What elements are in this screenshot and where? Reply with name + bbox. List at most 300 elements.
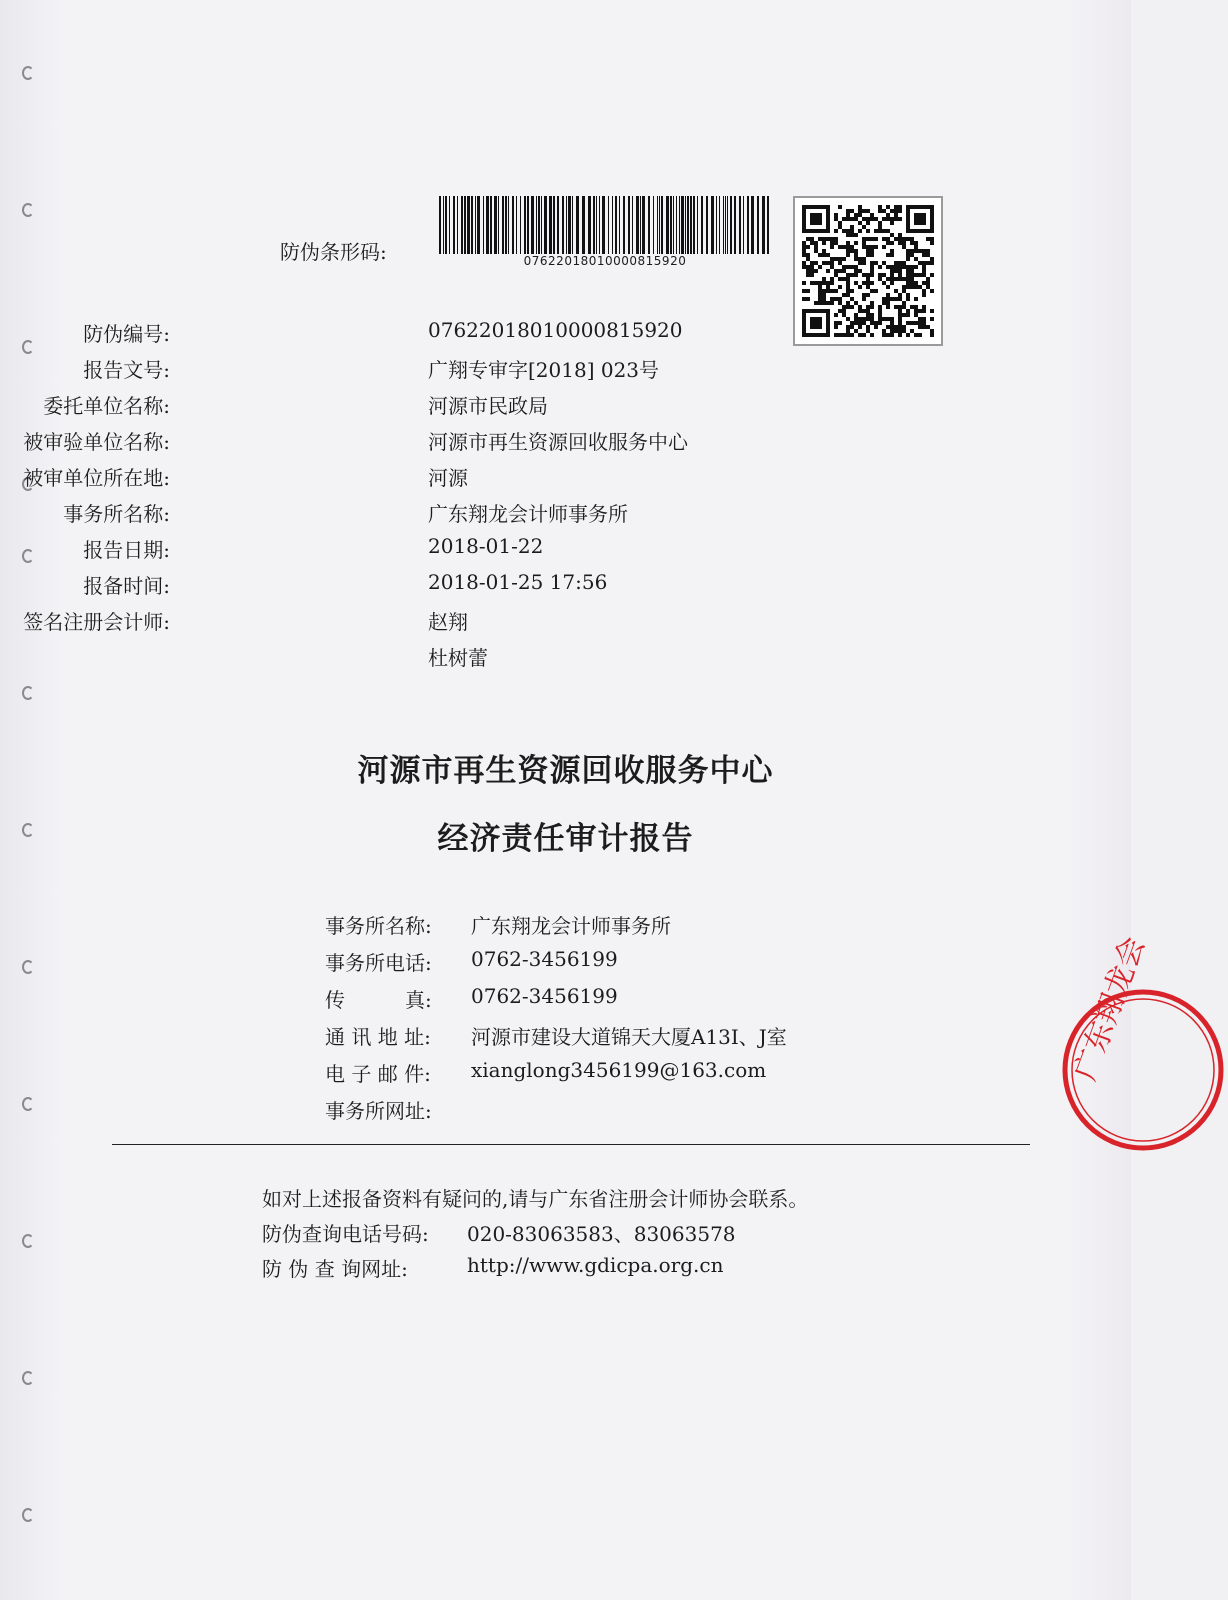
- barcode-bar: [536, 196, 537, 254]
- qr-module: [806, 273, 810, 277]
- qr-module: [866, 253, 870, 257]
- qr-module: [906, 281, 910, 285]
- qr-module: [914, 221, 918, 225]
- qr-module: [930, 329, 934, 333]
- qr-module: [802, 261, 806, 265]
- qr-module: [878, 313, 882, 317]
- barcode-bar: [512, 196, 514, 254]
- qr-module: [834, 321, 838, 325]
- qr-module: [882, 297, 886, 301]
- qr-module: [882, 329, 886, 333]
- qr-module: [910, 321, 914, 325]
- barcode-bar: [723, 196, 724, 254]
- qr-module: [810, 269, 814, 273]
- qr-module: [862, 321, 866, 325]
- qr-module: [810, 241, 814, 245]
- qr-module: [846, 241, 850, 245]
- qr-module: [830, 281, 834, 285]
- qr-module: [842, 309, 846, 313]
- qr-module: [922, 289, 926, 293]
- qr-module: [826, 253, 830, 257]
- qr-module: [838, 333, 842, 337]
- qr-module: [930, 317, 934, 321]
- qr-module: [866, 249, 870, 253]
- qr-module: [914, 265, 918, 269]
- qr-module: [806, 289, 810, 293]
- qr-module: [906, 217, 910, 221]
- qr-module: [846, 217, 850, 221]
- qr-module: [830, 301, 834, 305]
- barcode-bar: [461, 196, 463, 254]
- qr-module: [878, 225, 882, 229]
- barcode-bar: [582, 196, 585, 254]
- qr-module: [906, 229, 910, 233]
- qr-module: [930, 237, 934, 241]
- qr-module: [874, 217, 878, 221]
- qr-module: [918, 213, 922, 217]
- punch-hole: [22, 1234, 34, 1248]
- qr-module: [806, 297, 810, 301]
- qr-module: [850, 233, 854, 237]
- qr-module: [870, 237, 874, 241]
- qr-module: [862, 225, 866, 229]
- qr-module: [870, 253, 874, 257]
- qr-module: [866, 229, 870, 233]
- qr-module: [822, 333, 826, 337]
- qr-module: [834, 297, 838, 301]
- footer-url-label: 防 伪 查 询网址:: [262, 1257, 408, 1281]
- qr-module: [906, 237, 910, 241]
- qr-module: [810, 325, 814, 329]
- qr-module: [922, 253, 926, 257]
- qr-module: [838, 225, 842, 229]
- qr-module: [826, 329, 830, 333]
- qr-module: [854, 273, 858, 277]
- qr-module: [910, 269, 914, 273]
- qr-module: [846, 301, 850, 305]
- qr-module: [846, 277, 850, 281]
- qr-module: [886, 229, 890, 233]
- qr-module: [858, 213, 862, 217]
- qr-module: [802, 333, 806, 337]
- qr-module: [802, 245, 806, 249]
- qr-module: [906, 273, 910, 277]
- qr-module: [926, 237, 930, 241]
- barcode-bar: [632, 196, 633, 254]
- barcode-bar: [568, 196, 571, 254]
- qr-module: [862, 293, 866, 297]
- qr-module: [814, 249, 818, 253]
- qr-module: [854, 317, 858, 321]
- qr-module: [842, 265, 846, 269]
- qr-module: [802, 253, 806, 257]
- qr-module: [894, 329, 898, 333]
- qr-module: [914, 309, 918, 313]
- qr-module: [930, 229, 934, 233]
- qr-module: [838, 277, 842, 281]
- qr-module: [834, 289, 838, 293]
- contact-value: xianglong3456199@163.com: [471, 1058, 767, 1082]
- qr-module: [854, 257, 858, 261]
- qr-module: [902, 261, 906, 265]
- qr-module: [918, 205, 922, 209]
- qr-module: [806, 237, 810, 241]
- qr-module: [906, 205, 910, 209]
- qr-module: [814, 281, 818, 285]
- qr-module: [918, 321, 922, 325]
- qr-module: [838, 321, 842, 325]
- barcode-bar: [687, 196, 689, 254]
- qr-module: [802, 317, 806, 321]
- qr-module: [866, 309, 870, 313]
- qr-module: [930, 241, 934, 245]
- qr-module: [922, 229, 926, 233]
- qr-module: [830, 265, 834, 269]
- qr-module: [818, 325, 822, 329]
- qr-module: [862, 241, 866, 245]
- qr-module: [874, 261, 878, 265]
- barcode-bar: [538, 196, 540, 254]
- qr-module: [834, 229, 838, 233]
- info-value: 2018-01-22: [428, 534, 544, 558]
- qr-module: [922, 221, 926, 225]
- barcode-bar: [541, 196, 542, 254]
- qr-module: [826, 285, 830, 289]
- barcode-bar: [490, 196, 492, 254]
- qr-module: [926, 229, 930, 233]
- barcode-bar: [653, 196, 654, 254]
- qr-module: [842, 313, 846, 317]
- barcode-bar: [471, 196, 473, 254]
- info-row-client: [0, 390, 800, 420]
- qr-module: [802, 205, 806, 209]
- qr-module: [830, 289, 834, 293]
- qr-module: [898, 325, 902, 329]
- qr-module: [874, 321, 878, 325]
- qr-module: [918, 273, 922, 277]
- qr-module: [914, 249, 918, 253]
- qr-module: [818, 221, 822, 225]
- qr-module: [914, 313, 918, 317]
- qr-module: [878, 305, 882, 309]
- qr-module: [822, 249, 826, 253]
- qr-module: [862, 317, 866, 321]
- qr-module: [866, 209, 870, 213]
- divider-line: [112, 1144, 1030, 1145]
- qr-module: [882, 333, 886, 337]
- qr-module: [906, 225, 910, 229]
- barcode-bar: [648, 196, 650, 254]
- qr-module: [922, 213, 926, 217]
- qr-module: [898, 261, 902, 265]
- qr-module: [822, 241, 826, 245]
- qr-module: [826, 317, 830, 321]
- qr-module: [846, 305, 850, 309]
- qr-module: [858, 333, 862, 337]
- qr-module: [878, 265, 882, 269]
- qr-module: [890, 253, 894, 257]
- qr-module: [858, 325, 862, 329]
- qr-module: [826, 209, 830, 213]
- qr-module: [882, 209, 886, 213]
- qr-module: [922, 293, 926, 297]
- qr-module: [826, 333, 830, 337]
- qr-module: [846, 229, 850, 233]
- qr-module: [914, 281, 918, 285]
- qr-module: [906, 293, 910, 297]
- qr-module: [866, 221, 870, 225]
- qr-module: [862, 217, 866, 221]
- barcode-bar: [716, 196, 717, 254]
- qr-module: [926, 285, 930, 289]
- barcode-bar: [508, 196, 509, 254]
- punch-hole: [22, 203, 34, 217]
- qr-module: [898, 309, 902, 313]
- qr-module: [922, 261, 926, 265]
- qr-module: [922, 249, 926, 253]
- barcode-bar: [562, 196, 564, 254]
- qr-module: [858, 257, 862, 261]
- qr-module: [922, 325, 926, 329]
- qr-module: [826, 321, 830, 325]
- qr-module: [826, 205, 830, 209]
- qr-module: [822, 281, 826, 285]
- barcode-bar: [628, 196, 630, 254]
- qr-module: [826, 261, 830, 265]
- qr-module: [834, 257, 838, 261]
- info-value: 河源: [428, 466, 468, 490]
- qr-module: [806, 257, 810, 261]
- qr-module: [810, 265, 814, 269]
- qr-module: [882, 229, 886, 233]
- qr-module: [910, 241, 914, 245]
- barcode-bar: [681, 196, 684, 254]
- qr-module: [890, 265, 894, 269]
- qr-module: [822, 237, 826, 241]
- report-title-line-1: 河源市再生资源回收服务中心: [357, 753, 774, 789]
- barcode-bar: [693, 196, 695, 254]
- qr-module: [854, 233, 858, 237]
- barcode-bar: [453, 196, 455, 254]
- qr-module: [818, 217, 822, 221]
- qr-module: [814, 325, 818, 329]
- qr-module: [826, 289, 830, 293]
- qr-module: [814, 217, 818, 221]
- qr-module: [906, 249, 910, 253]
- qr-module: [914, 217, 918, 221]
- qr-module: [898, 333, 902, 337]
- qr-module: [814, 309, 818, 313]
- qr-module: [902, 241, 906, 245]
- qr-module: [918, 325, 922, 329]
- qr-module: [802, 209, 806, 213]
- qr-module: [838, 301, 842, 305]
- qr-module: [834, 325, 838, 329]
- qr-module: [870, 313, 874, 317]
- qr-module: [910, 229, 914, 233]
- qr-module: [898, 321, 902, 325]
- qr-module: [850, 289, 854, 293]
- qr-module: [910, 237, 914, 241]
- qr-module: [810, 221, 814, 225]
- qr-module: [902, 265, 906, 269]
- qr-module: [878, 277, 882, 281]
- qr-module: [834, 217, 838, 221]
- barcode-bar: [666, 196, 669, 254]
- qr-module: [814, 321, 818, 325]
- qr-module: [894, 297, 898, 301]
- qr-module: [838, 309, 842, 313]
- qr-module: [826, 309, 830, 313]
- qr-module: [870, 217, 874, 221]
- info-label: 签名注册会计师:: [23, 610, 170, 634]
- qr-module: [818, 309, 822, 313]
- qr-module: [890, 269, 894, 273]
- qr-module: [838, 269, 842, 273]
- qr-module: [818, 289, 822, 293]
- qr-module: [886, 301, 890, 305]
- qr-module: [854, 217, 858, 221]
- qr-module: [878, 221, 882, 225]
- barcode-bar: [494, 196, 497, 254]
- qr-module: [870, 265, 874, 269]
- qr-module: [814, 245, 818, 249]
- qr-module: [906, 221, 910, 225]
- qr-module: [910, 273, 914, 277]
- barcode-bar: [486, 196, 489, 254]
- qr-module: [846, 209, 850, 213]
- qr-module: [930, 309, 934, 313]
- qr-code-image: [802, 205, 934, 337]
- barcode-bar: [701, 196, 703, 254]
- qr-module: [922, 265, 926, 269]
- barcode-bar: [572, 196, 573, 254]
- qr-module: [898, 233, 902, 237]
- info-label: 委托单位名称:: [43, 394, 170, 418]
- qr-module: [822, 293, 826, 297]
- qr-module: [818, 213, 822, 217]
- qr-module: [826, 225, 830, 229]
- punch-hole: [22, 1097, 34, 1111]
- qr-module: [850, 297, 854, 301]
- info-label: 报告日期:: [83, 538, 170, 562]
- qr-module: [802, 329, 806, 333]
- qr-module: [914, 321, 918, 325]
- info-row-report-date: [0, 534, 800, 564]
- barcode-bar: [477, 196, 480, 254]
- barcode-label: 防伪条形码:: [280, 240, 387, 264]
- qr-module: [902, 277, 906, 281]
- qr-module: [846, 285, 850, 289]
- qr-module: [834, 241, 838, 245]
- qr-module: [834, 273, 838, 277]
- qr-module: [926, 249, 930, 253]
- qr-module: [858, 221, 862, 225]
- qr-module: [850, 273, 854, 277]
- qr-module: [926, 281, 930, 285]
- qr-module: [838, 261, 842, 265]
- seal-text: 广东翔龙会: [1067, 932, 1153, 1086]
- qr-module: [898, 329, 902, 333]
- contact-label: 事务所电话:: [325, 951, 432, 975]
- qr-module: [914, 241, 918, 245]
- qr-module: [826, 269, 830, 273]
- qr-module: [890, 281, 894, 285]
- report-title-line-2: 经济责任审计报告: [437, 821, 694, 857]
- qr-module: [930, 273, 934, 277]
- barcode-bar: [659, 196, 660, 254]
- qr-module: [886, 305, 890, 309]
- qr-module: [866, 293, 870, 297]
- qr-module: [898, 273, 902, 277]
- qr-module: [906, 285, 910, 289]
- qr-module: [930, 257, 934, 261]
- qr-module: [826, 229, 830, 233]
- barcode-bar: [596, 196, 597, 254]
- qr-module: [850, 217, 854, 221]
- qr-module: [926, 325, 930, 329]
- punch-hole: [22, 960, 34, 974]
- qr-module: [930, 209, 934, 213]
- qr-module: [894, 217, 898, 221]
- qr-module: [834, 313, 838, 317]
- qr-module: [826, 313, 830, 317]
- qr-module: [878, 317, 882, 321]
- qr-module: [890, 329, 894, 333]
- qr-module: [894, 237, 898, 241]
- barcode-bar: [549, 196, 552, 254]
- qr-module: [906, 297, 910, 301]
- qr-module: [802, 229, 806, 233]
- qr-module: [858, 205, 862, 209]
- qr-module: [842, 229, 846, 233]
- qr-module: [914, 213, 918, 217]
- qr-module: [922, 317, 926, 321]
- barcode-bar: [527, 196, 529, 254]
- qr-module: [906, 333, 910, 337]
- barcode-bar: [524, 196, 526, 254]
- qr-module: [850, 325, 854, 329]
- qr-module: [910, 249, 914, 253]
- qr-module: [906, 213, 910, 217]
- qr-module: [910, 285, 914, 289]
- qr-module: [874, 229, 878, 233]
- barcode-bar: [676, 196, 677, 254]
- qr-module: [834, 237, 838, 241]
- qr-module: [918, 317, 922, 321]
- qr-module: [818, 301, 822, 305]
- qr-module: [878, 309, 882, 313]
- info-value: 广翔专审字[2018] 023号: [428, 358, 660, 382]
- qr-module: [830, 297, 834, 301]
- barcode-bar: [636, 196, 639, 254]
- qr-module: [902, 301, 906, 305]
- qr-module: [930, 213, 934, 217]
- info-row-location: [0, 462, 800, 492]
- qr-module: [818, 281, 822, 285]
- qr-module: [814, 317, 818, 321]
- qr-module: [810, 237, 814, 241]
- punch-hole: [22, 686, 34, 700]
- qr-module: [818, 205, 822, 209]
- qr-module: [866, 237, 870, 241]
- barcode-bar: [670, 196, 672, 254]
- barcode-bar: [751, 196, 754, 254]
- qr-module: [866, 273, 870, 277]
- barcode-bar: [457, 196, 458, 254]
- qr-module: [914, 229, 918, 233]
- qr-module: [882, 273, 886, 277]
